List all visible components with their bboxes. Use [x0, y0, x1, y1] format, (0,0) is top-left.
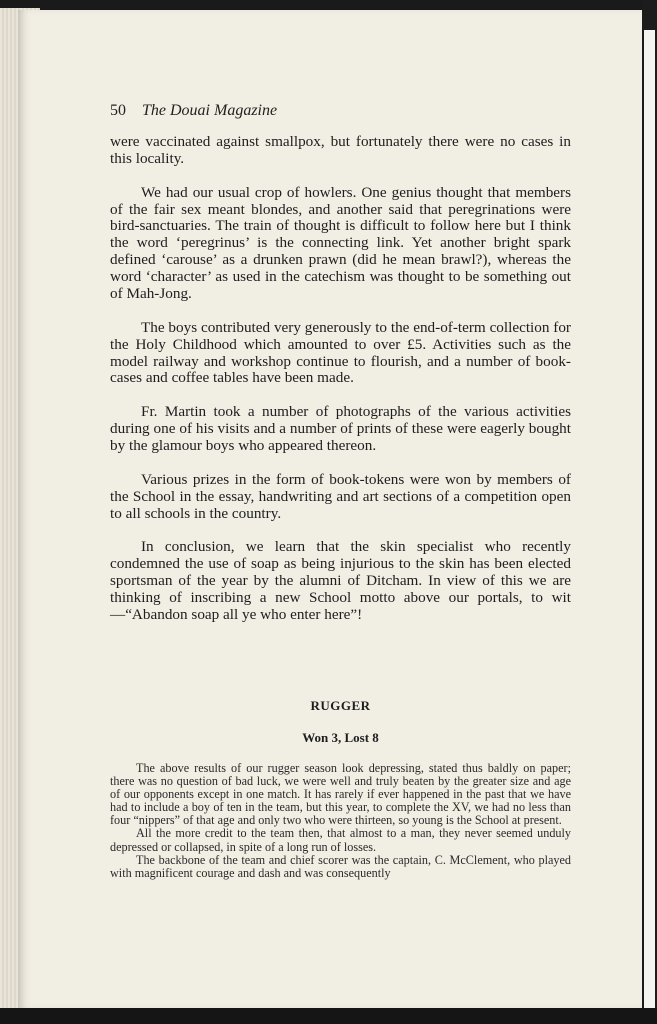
- running-title: The Douai Magazine: [142, 102, 278, 119]
- paragraph: We had our usual crop of howlers. One genius thought that members of the fair sex meant blondes, and another said that peregrinations were bird-sanctuaries. The train of thought is difficult to follow here but I think the word ‘peregrinus’ is the connecting link. Yet another bright spark defined ‘carouse’ as a drunken prawn (did he mean brawl?), whereas the word ‘character’ as used in the catechism was thought to be something out of Mah-Jong.: [110, 183, 571, 303]
- paragraph: Fr. Martin took a number of photographs of the various activities during one of his visits and a number of prints of these were eagerly bought by the glamour boys who appeared thereon.: [110, 403, 571, 454]
- scan-edge-band: [644, 30, 655, 1010]
- report-paragraph: The backbone of the team and chief scorer was the captain, C. McClement, who played with magnificent courage and dash and was consequently: [110, 852, 571, 880]
- main-text: [110, 134, 571, 641]
- paragraph: In conclusion, we learn that the skin specialist who recently condemned the use of soap as being injurious to the skin has been elected sportsman of the year by the alumni of Ditcham. In view of this we are thinking of inscribing a new School motto above our portals, to wit—“Abandon soap all ye who enter here”!: [110, 538, 571, 623]
- page-number: 50: [110, 102, 126, 119]
- paragraph: The boys contributed very generously to the end-of-term collection for the Holy Childhood which amounted to over £5. Activities such as the model railway and workshop continue to flourish, and a number of book-cases and coffee tables have been made.: [110, 318, 571, 387]
- season-record: Won 3, Lost 8: [302, 730, 379, 745]
- page-header: [110, 102, 277, 120]
- scan-border-bottom: [0, 1008, 657, 1024]
- paragraph: were vaccinated against smallpox, but fortunately there were no cases in this locality.: [110, 133, 571, 167]
- report-paragraph: All the more credit to the team then, that almost to a man, they never seemed unduly depressed or collapsed, in spite of a long run of losses.: [110, 826, 571, 854]
- report-paragraph: The above results of our rugger season look depressing, stated thus baldly on paper; there was no question of bad luck, we were well and truly beaten by the greater size and age of our opponents except in one match. It has rarely if ever happened in the past that we have had to include a boy of ten in the team, but this year, to complete the XV, we had no less than four “nippers” of that age and only two who were thirteen, so young is the School at present.: [110, 761, 571, 828]
- rugger-report: [110, 762, 571, 880]
- paragraph: Various prizes in the form of book-tokens were won by members of the School in the essay, handwriting and art sections of a competition open to all schools in the country.: [110, 470, 571, 522]
- section-heading-rugger: RUGGER: [310, 698, 371, 713]
- scan-border-right: [642, 0, 657, 1024]
